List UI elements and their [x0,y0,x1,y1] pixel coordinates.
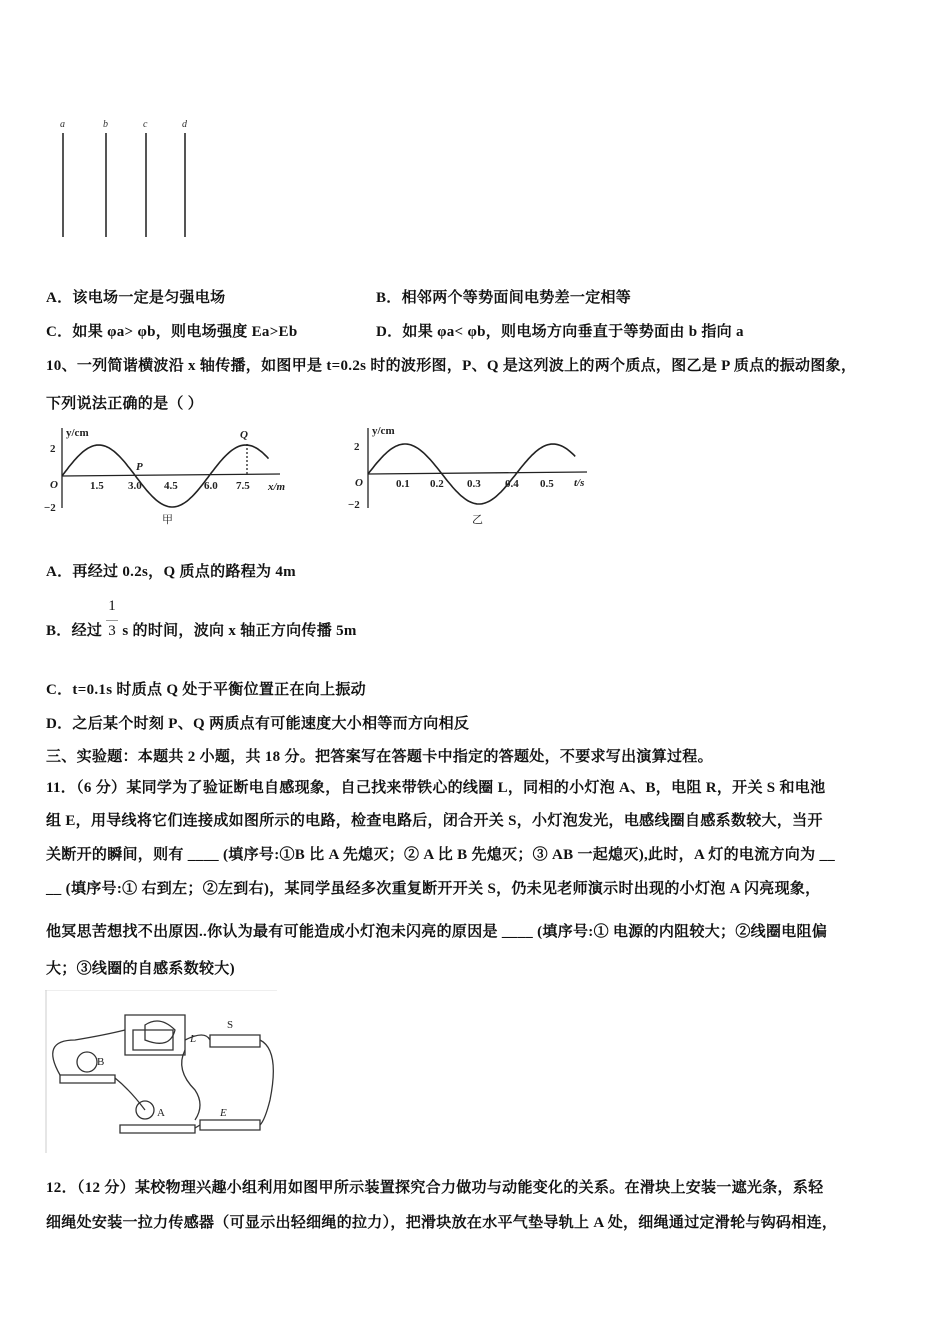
q9-option-d: D．如果 φa< φb，则电场方向垂直于等势面由 b 指向 a [376,324,744,340]
q10-stem-1: 10、一列简谐横波沿 x 轴传播，如图甲是 t=0.2s 时的波形图，P、Q 是这列波上的两个质点，图乙是 P 质点的振动图象， [46,358,857,374]
section-3-heading: 三、实验题：本题共 2 小题，共 18 分。把答案写在答题卡中指定的答题处，不要求写出演算过程。 [46,749,713,765]
xtick: 3.0 [128,480,142,492]
q11-line: 组 E，用导线将它们连接成如图所示的电路，检查电路后，闭合开关 S，小灯泡发光，电感线圈自感系数较大，当开 [46,813,823,829]
xtick: 7.5 [236,480,250,492]
origin-label: O [50,479,58,491]
label-l: L [190,1033,197,1045]
q9-option-c: C．如果 φa> φb，则电场强度 Ea>Eb [46,324,298,340]
xtick: 0.2 [430,478,444,490]
caption-jia: 甲 [162,514,173,526]
wave-graph-jia [40,420,300,530]
label-b: B [97,1056,105,1068]
xtick: 4.5 [164,480,178,492]
q11-line: __ (填序号:① 右到左；②左到右)，某同学虽经多次重复断开开关 S，仍未见老师演示时出现的小灯泡 A 闪亮现象， [46,881,821,897]
fraction-line [106,620,118,621]
q11-line: 大；③线圈的自感系数较大) [46,961,235,977]
q10-option-c: C．t=0.1s 时质点 Q 处于平衡位置正在向上振动 [46,682,366,698]
xtick: 0.5 [540,478,554,490]
x-axis-label: x/m [268,481,286,493]
circuit-figure [45,990,280,1155]
ytick-neg2: −2 [348,499,360,511]
q10-option-b [46,597,357,640]
q9-option-b: B．相邻两个等势面间电势差一定相等 [376,290,632,306]
y-axis-label: y/cm [372,425,395,437]
q11-line: 11．（6 分）某同学为了验证断电自感现象，自己找来带铁心的线圈 L，同相的小灯泡 A、B，电阻 R，开关 S 和电池 [46,780,826,796]
label-a: A [157,1107,165,1119]
origin-label: O [355,477,363,489]
xtick: 0.4 [505,478,519,490]
line-label-b: b [103,119,108,130]
ytick-neg2: −2 [44,502,56,514]
q11-line: 他冥思苦想找不出原因..你认为最有可能造成小灯泡未闪亮的原因是 ____ (填序号:① 电源的内阻较大；②线圈电阻偏 [46,924,828,940]
q11-line: 关断开的瞬间，则有 ____ (填序号:①B 比 A 先熄灭；② A 比 B 先熄灭；③ AB 一起熄灭),此时，A 灯的电流方向为 __ [46,847,836,863]
xtick: 0.3 [467,478,481,490]
line-label-c: c [143,119,148,130]
point-q-label: Q [240,429,248,441]
xtick: 1.5 [90,480,104,492]
option-b-pre: B．经过 [46,623,103,639]
q9-option-a: A．该电场一定是匀强电场 [46,290,226,306]
q12-line: 12．（12 分）某校物理兴趣小组利用如图甲所示装置探究合力做功与动能变化的关系。在滑块上安装一遮光条，系轻 [46,1180,824,1196]
point-p-label: P [136,461,143,473]
q10-option-d: D．之后某个时刻 P、Q 两质点有可能速度大小相等而方向相反 [46,716,470,732]
fraction [106,597,118,640]
fraction-numerator: 1 [108,597,117,614]
equipotential-figure [50,115,210,245]
vibration-graph-yi [342,420,602,530]
q12-line: 细绳处安装一拉力传感器（可显示出轻细绳的拉力），把滑块放在水平气垫导轨上 A 处，细绳通过定滑轮与钩码相连， [46,1215,838,1231]
label-e: E [220,1107,227,1119]
line-label-a: a [60,119,65,130]
q10-stem-2: 下列说法正确的是（ ） [46,396,204,412]
x-axis-label: t/s [574,477,585,489]
xtick: 6.0 [204,480,218,492]
option-b-post: s 的时间，波向 x 轴正方向传播 5m [122,623,357,639]
q10-option-a: A．再经过 0.2s，Q 质点的路程为 4m [46,564,296,580]
ytick-2: 2 [50,443,56,455]
fraction-denominator: 3 [108,622,117,639]
caption-yi: 乙 [472,514,483,526]
line-label-d: d [182,119,187,130]
ytick-2: 2 [354,441,360,453]
xtick: 0.1 [396,478,410,490]
y-axis-label: y/cm [66,427,89,439]
label-s: S [227,1019,234,1031]
